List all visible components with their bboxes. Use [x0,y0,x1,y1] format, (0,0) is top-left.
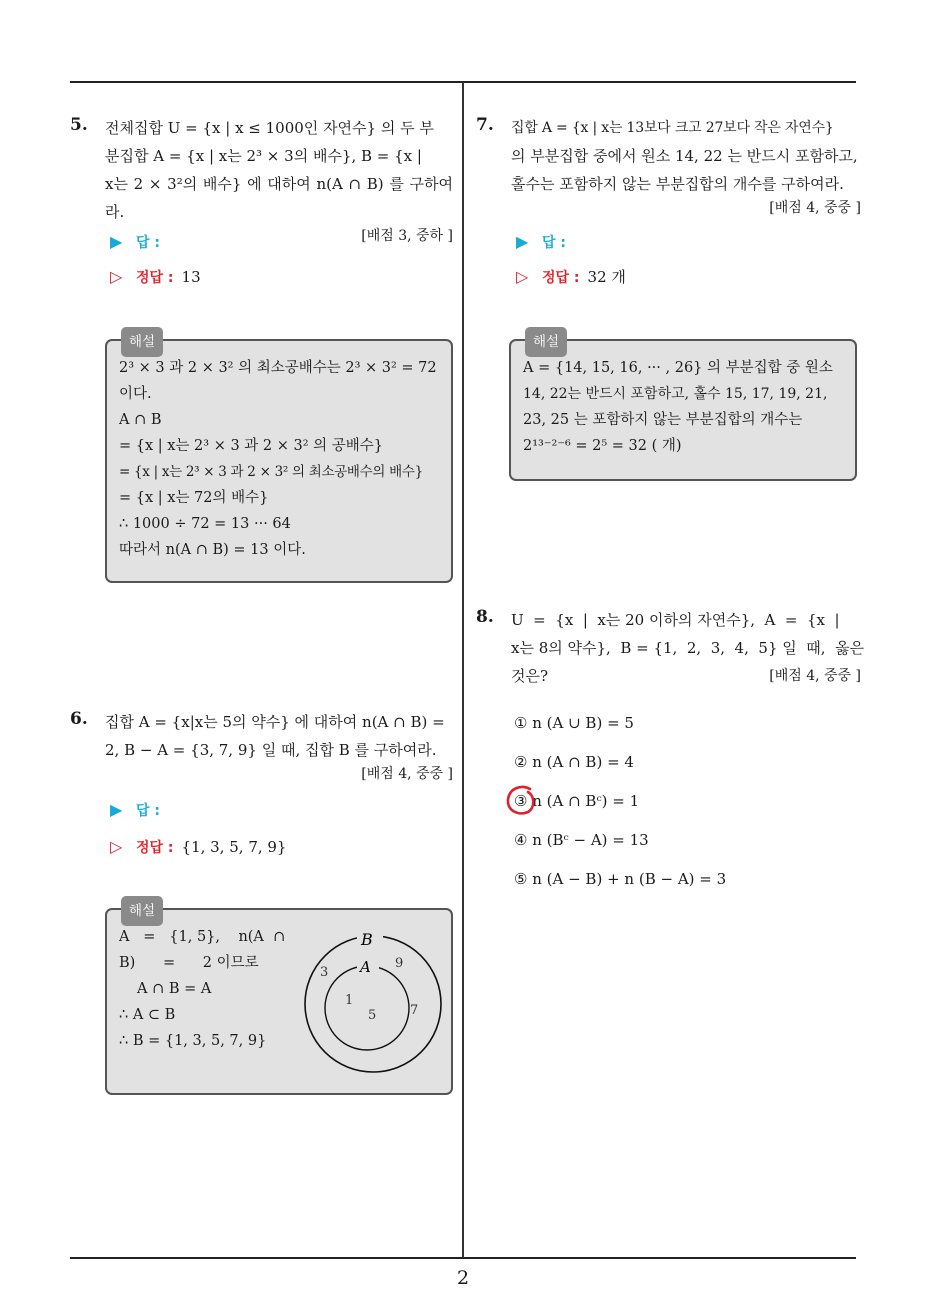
question-line: U = {x | x는 20 이하의 자연수}, A = {x | [511,611,840,629]
question-text [511,114,861,222]
score-difficulty: [배점 4, 중중 ] [769,200,861,216]
question-6 [70,708,453,788]
correct-answer-row [110,834,286,860]
explanation-line: = {x | x는 2³ × 3 과 2 × 3² 의 공배수} [119,438,384,454]
explanation-line: 23, 25 는 포함하지 않는 부분집합의 개수는 [523,412,803,428]
venn-element: 5 [368,1008,377,1023]
correct-answer-value: 13 [181,268,201,286]
explanation-line: A = {14, 15, 16, ··· , 26} 의 부분집합 중 원소 [523,360,833,376]
answer-label: 답 : [136,803,160,819]
venn-element: 9 [395,956,404,971]
question-7 [476,114,861,222]
correct-answer-value: 32 개 [587,268,626,286]
question-line: x는 2 × 3²의 배수} 에 대하여 n(A ∩ B) 를 구하여라. [105,175,453,221]
venn-inner-label: A [360,958,371,976]
question-8 [476,606,865,690]
explanation-line: 따라서 n(A ∩ B) = 13 이다. [119,542,306,558]
score-difficulty: [배점 3, 중하 ] [361,228,453,244]
outline-triangle-icon: ▷ [516,267,529,286]
question-line: 홀수는 포함하지 않는 부분집합의 개수를 구하여라. [511,175,844,193]
venn-outer-label: B [361,930,373,949]
question-line: 것은? [511,667,549,685]
explanation-line: ∴ B = {1, 3, 5, 7, 9} [119,1033,267,1049]
answer-row [516,229,566,255]
question-line: 집합 A = {x | x는 13보다 크고 27보다 작은 자연수} [511,120,834,136]
venn-inner-circle [325,966,409,1050]
question-line: 전체집합 U = {x | x ≤ 1000인 자연수} 의 두 부 [105,119,434,137]
explanation-line: ∴ A ⊂ B [119,1007,176,1023]
correct-answer-row [110,264,201,290]
venn-element: 3 [320,965,329,980]
venn-diagram [299,928,449,1078]
answer-mark-circle [504,783,540,819]
explanation-text [119,924,297,1054]
question-line: 분집합 A = {x | x는 2³ × 3의 배수}, B = {x | [105,147,422,165]
answer-label: 답 : [136,235,160,251]
outline-triangle-icon: ▷ [110,837,123,856]
question-text [511,606,865,690]
explanation-tab: 해설 [121,327,163,357]
page-number: 2 [456,1267,470,1289]
choice-4[interactable]: ④ n (Bᶜ − A) = 13 [514,831,649,849]
explanation-line: A = {1, 5}, n(A ∩ [119,929,286,945]
correct-answer-row [516,264,626,290]
question-number: 7. [476,115,494,135]
venn-element: 7 [410,1003,419,1018]
score-difficulty: [배점 4, 중중 ] [769,668,861,684]
explanation-line: A ∩ B = A [137,981,212,997]
question-line: x는 8의 약수}, B = {1, 2, 3, 4, 5} 일 때, 옳은 [511,639,865,657]
play-icon: ▶ [110,232,123,251]
explanation-tab: 해설 [121,896,163,926]
explanation-box [105,903,453,1095]
play-icon: ▶ [516,232,529,251]
column-divider [462,82,464,1258]
explanation-line: 이다. [119,386,152,402]
choice-1[interactable]: ① n (A ∪ B) = 5 [514,714,634,732]
question-number: 8. [476,607,494,627]
choice-2[interactable]: ② n (A ∩ B) = 4 [514,753,634,771]
explanation-line: B) = 2 이므로 [119,955,259,971]
question-line: 2, B − A = {3, 7, 9} 일 때, 집합 B 를 구하여라. [105,741,437,759]
score-difficulty: [배점 4, 중중 ] [361,766,453,782]
correct-answer-label: 정답 : [136,270,174,286]
venn-element: 1 [345,993,354,1008]
correct-answer-value: {1, 3, 5, 7, 9} [181,838,287,856]
question-line: 집합 A = {x|x는 5의 약수} 에 대하여 n(A ∩ B) = [105,713,445,731]
explanation-box [509,334,857,481]
play-icon: ▶ [110,800,123,819]
choice-3[interactable]: ③ n (A ∩ Bᶜ) = 1 [514,792,640,810]
question-line: 의 부분집합 중에서 원소 14, 22 는 반드시 포함하고, [511,147,858,165]
explanation-line: = {x | x는 2³ × 3 과 2 × 3² 의 최소공배수의 배수} [119,464,423,480]
explanation-line: = {x | x는 72의 배수} [119,490,269,506]
answer-row [110,229,160,255]
explanation-line: A ∩ B [119,412,162,428]
choice-5[interactable]: ⑤ n (A − B) + n (B − A) = 3 [514,870,727,888]
explanation-line: 2³ × 3 과 2 × 3² 의 최소공배수는 2³ × 3² = 72 [119,360,437,376]
outline-triangle-icon: ▷ [110,267,123,286]
answer-row [110,797,160,823]
explanation-line: ∴ 1000 ÷ 72 = 13 ··· 64 [119,516,291,532]
answer-label: 답 : [542,235,566,251]
correct-answer-label: 정답 : [136,840,174,856]
question-text [105,708,453,788]
correct-answer-label: 정답 : [542,270,580,286]
explanation-line: 14, 22는 반드시 포함하고, 홀수 15, 17, 19, 21, [523,386,828,402]
explanation-box [105,334,453,583]
explanation-tab: 해설 [525,327,567,357]
question-number: 5. [70,115,88,135]
explanation-line: 2¹³⁻²⁻⁶ = 2⁵ = 32 ( 개) [523,438,682,454]
question-number: 6. [70,709,88,729]
